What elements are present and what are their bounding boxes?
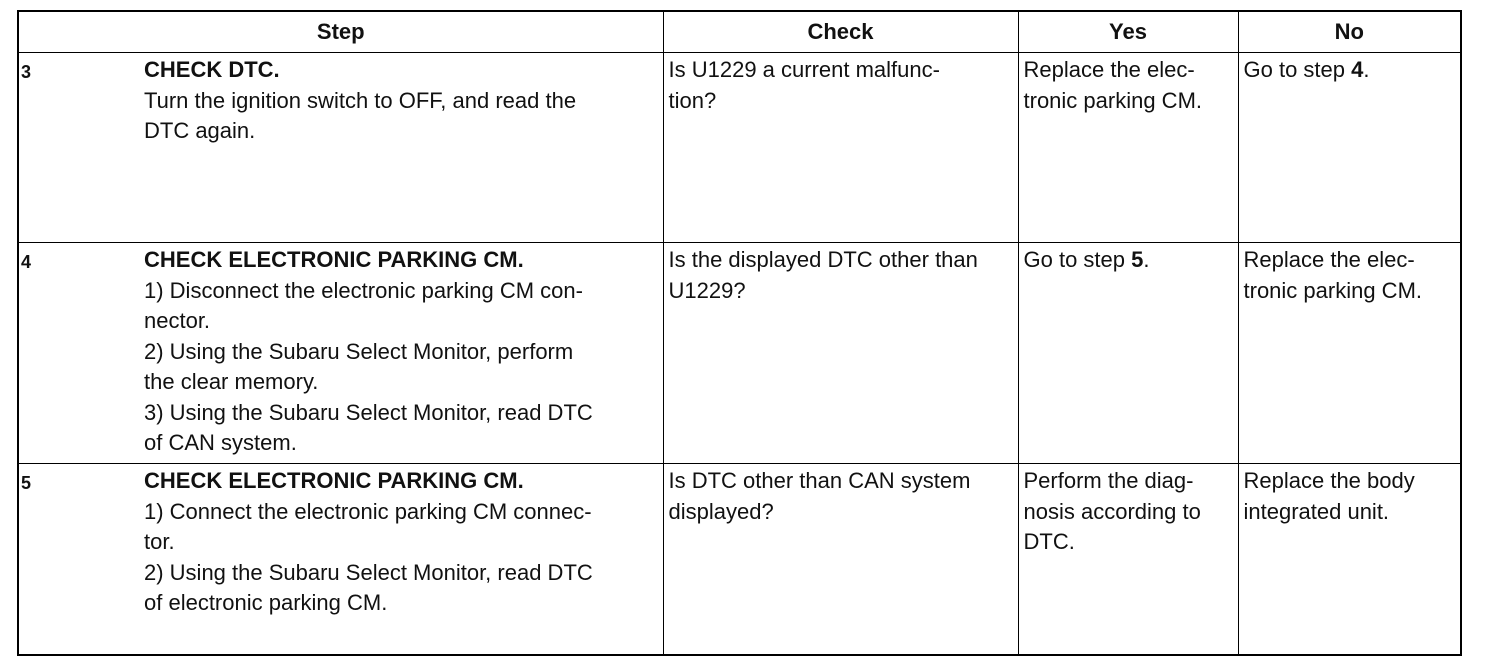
step-number: 4 (21, 252, 32, 272)
goto-step-ref: 4 (1351, 57, 1364, 82)
step-cell (18, 464, 663, 656)
step-text-line: 2) Using the Subaru Select Monitor, perform (144, 338, 574, 364)
yes-text-line: DTC. (1023, 529, 1075, 554)
header-no: No (1238, 11, 1461, 53)
yes-cell (1018, 464, 1238, 656)
step-title: CHECK ELECTRONIC PARKING CM. (144, 247, 524, 272)
step-body (144, 245, 657, 459)
step-text-line: the clear memory. (144, 369, 319, 394)
no-text-line: Replace the body (1243, 468, 1415, 493)
no-cell (1238, 53, 1461, 243)
goto-step-ref: 5 (1131, 247, 1144, 272)
step-text-line: of electronic parking CM. (144, 590, 388, 615)
step-number: 5 (21, 473, 32, 493)
step-cell (18, 243, 663, 464)
no-text-line: Replace the elec- (1243, 247, 1415, 272)
yes-text-line: nosis according to (1023, 498, 1201, 524)
step-text-line: 1) Disconnect the electronic parking CM con- (144, 277, 583, 303)
step-number: 3 (21, 62, 32, 82)
header-row (18, 11, 1461, 53)
step-text-line: tor. (144, 529, 175, 554)
no-cell (1238, 243, 1461, 464)
goto-suffix: . (1143, 247, 1150, 272)
step-body (144, 55, 657, 147)
goto-suffix: . (1363, 57, 1370, 82)
diagnosis-table (17, 10, 1462, 656)
header-check: Check (663, 11, 1018, 53)
yes-text-line: Perform the diag- (1023, 468, 1194, 493)
header-step: Step (18, 11, 663, 53)
no-goto-text (1244, 55, 1455, 86)
step-text-line: of CAN system. (144, 430, 297, 455)
no-cell (1238, 464, 1461, 656)
goto-prefix: Go to step (1243, 57, 1352, 82)
yes-text-line: Replace the elec- (1023, 57, 1195, 82)
step-text-line: Turn the ignition switch to OFF, and read the (144, 87, 577, 113)
check-text-line: Is the displayed DTC other than (668, 247, 978, 272)
step-text-line: 3) Using the Subaru Select Monitor, read DTC (144, 399, 593, 425)
check-cell (663, 53, 1018, 243)
yes-text-line: tronic parking CM. (1023, 87, 1203, 113)
step-title: CHECK DTC. (144, 57, 280, 82)
no-text-line: tronic parking CM. (1243, 277, 1423, 303)
step-text-line: DTC again. (144, 118, 256, 143)
check-text-line: displayed? (668, 498, 774, 524)
goto-prefix: Go to step (1023, 247, 1132, 272)
header-yes: Yes (1018, 11, 1238, 53)
step-body (144, 466, 657, 619)
table-row (18, 53, 1461, 243)
yes-cell (1018, 53, 1238, 243)
step-title: CHECK ELECTRONIC PARKING CM. (144, 468, 524, 493)
check-text-line: tion? (668, 87, 717, 113)
step-text-line: nector. (144, 308, 211, 333)
check-text-line: Is U1229 a current malfunc- (668, 57, 940, 82)
check-text-line: Is DTC other than CAN system (668, 468, 971, 493)
check-cell (663, 243, 1018, 464)
check-text-line: U1229? (668, 277, 746, 303)
table-row (18, 464, 1461, 656)
step-cell (18, 53, 663, 243)
no-text-line: integrated unit. (1243, 498, 1390, 524)
yes-cell (1018, 243, 1238, 464)
step-text-line: 2) Using the Subaru Select Monitor, read DTC (144, 559, 593, 585)
check-cell (663, 464, 1018, 656)
yes-goto-text (1024, 245, 1232, 276)
step-text-line: 1) Connect the electronic parking CM connec- (144, 498, 592, 524)
table-row (18, 243, 1461, 464)
